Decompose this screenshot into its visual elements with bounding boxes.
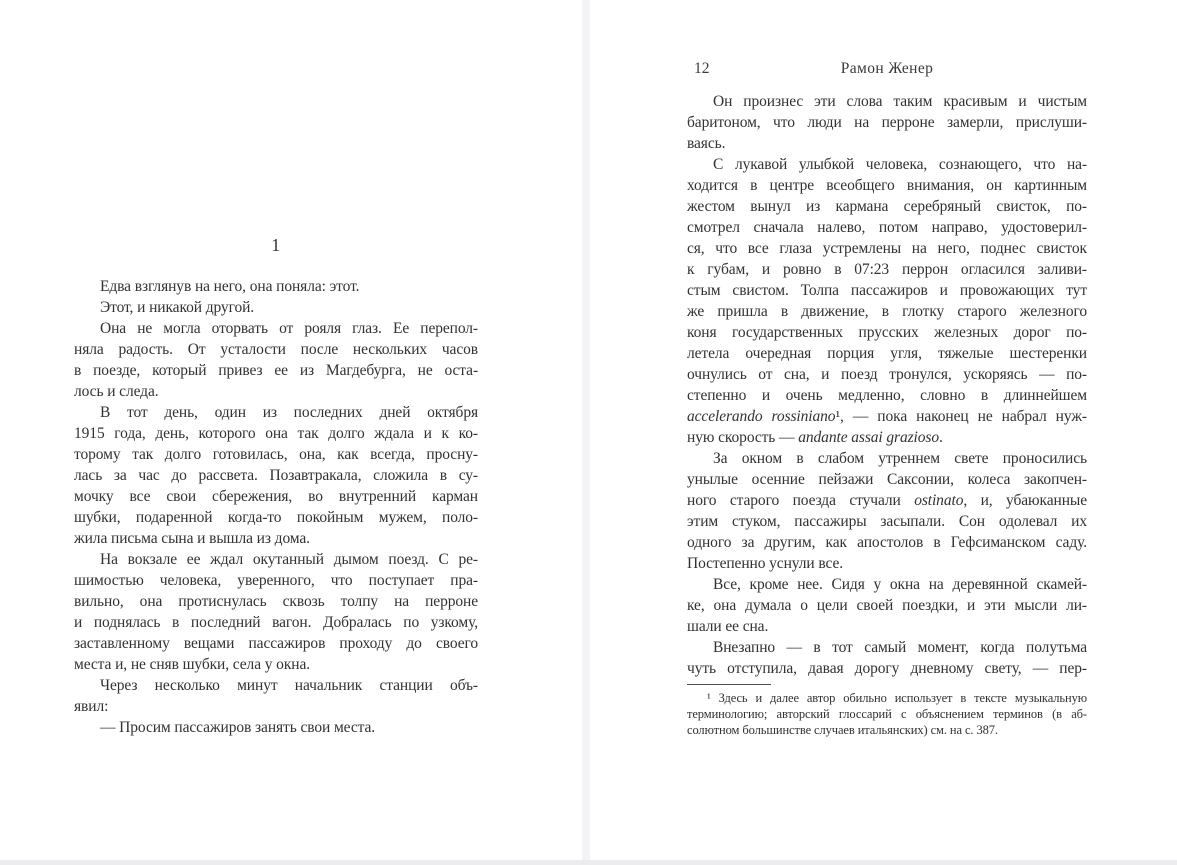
text-line: этим стуком, пассажиры засыпали. Сон одолевал их — [687, 513, 1087, 530]
text-line: 1915 года, день, которого она так долго ждала и к ко- — [74, 425, 478, 442]
text-line: ке, она думала о цели своей поездки, и эти мысли ли- — [687, 597, 1087, 614]
page-gutter — [582, 0, 590, 865]
text-line: В тот день, один из последних дней октября — [100, 404, 478, 421]
text-line: смотрел сначала налево, потом направо, удостоверил- — [687, 219, 1087, 236]
text-line: места и, не сняв шубки, села у окна. — [74, 656, 310, 673]
text-line: солютном большинстве случаев итальянских) см. на с. 387. — [687, 723, 998, 737]
page-bottom-edge — [0, 860, 1177, 865]
page-number: 12 — [694, 60, 710, 77]
text-line: Он произнес эти слова таким красивым и чистым — [713, 93, 1087, 110]
text-line: Все, кроме нее. Сидя у окна на деревянной скамей- — [713, 576, 1087, 593]
footnote-text — [687, 690, 1087, 738]
text-line: ваясь. — [687, 135, 726, 152]
text-line: Внезапно — в тот самый момент, когда полутьма — [713, 639, 1087, 656]
text-line: степенно и очень медленно, словно в длиннейшем — [687, 387, 1087, 404]
text-line: и поднялась в последний вагон. Добралась по узкому, — [74, 614, 478, 631]
text-line: жила письма сына и вышла из дома. — [74, 530, 310, 547]
text-line: шубки, подаренной когда-то покойным мужем, поло- — [74, 509, 478, 526]
text-line: Постепенно уснули все. — [687, 555, 844, 572]
text-line: чуть отступила, давая дорогу дневному свету, — пер- — [687, 660, 1087, 677]
text-line: ную скорость — andante assai grazioso. — [687, 429, 943, 446]
text-line: ного старого поезда стучали ostinato, и, убаюканные — [687, 492, 1087, 509]
text-line: лась за час до рассвета. Позавтракала, сложила в су- — [74, 467, 478, 484]
text-line: За окном в слабом утреннем свете проносились — [713, 450, 1087, 467]
text-line: стым свистом. Толпа пассажиров и провожающих тут — [687, 282, 1087, 299]
text-line: в поезде, который привез ее из Магдебурга, не оста- — [74, 362, 478, 379]
text-line: коня государственных прусских железных дорог по- — [687, 324, 1087, 341]
text-line: Через несколько минут начальник станции объ- — [100, 677, 478, 694]
text-line: мочку все свои сбережения, во внутренний карман — [74, 488, 478, 505]
text-line: няла радость. От усталости после нескольких часов — [74, 341, 478, 358]
text-line: летела очередная порция угля, тяжелые шестеренки — [687, 345, 1087, 362]
text-line: accelerando rossiniano¹, — пока наконец не набрал нуж- — [687, 408, 1087, 425]
right-page-text — [687, 91, 1087, 679]
chapter-number: 1 — [271, 235, 281, 255]
text-line: Она не могла оторвать от рояля глаз. Ее перепол- — [100, 320, 478, 337]
left-page-text — [74, 276, 478, 738]
running-title: Рамон Женер — [840, 60, 934, 77]
right-page — [687, 58, 1087, 738]
left-page — [74, 234, 478, 738]
running-head — [687, 58, 1087, 79]
text-line: баритоном, что люди на перроне замерли, прислуши- — [687, 114, 1087, 131]
text-line: Этот, и никакой другой. — [100, 299, 255, 316]
text-line: ¹ Здесь и далее автор обильно использует в тексте музыкальную — [707, 691, 1087, 705]
text-line: вильно, она протиснулась сквозь толпу на перроне — [74, 593, 478, 610]
text-line: — Просим пассажиров занять свои места. — [100, 719, 376, 736]
text-line: же пришла в движение, в глотку старого железного — [687, 303, 1087, 320]
text-line: С лукавой улыбкой человека, сознающего, что на- — [713, 156, 1087, 173]
text-line: Едва взглянув на него, она поняла: этот. — [100, 278, 360, 295]
text-line: шали ее сна. — [687, 618, 769, 635]
text-line: одного за другим, как апостолов в Гефсиманском саду. — [687, 534, 1087, 551]
text-line: жестом вынул из кармана серебряный свисток, по- — [687, 198, 1087, 215]
footnote-separator — [687, 684, 771, 685]
text-line: ходится в центре всеобщего внимания, он картинным — [687, 177, 1087, 194]
text-line: шимостью человека, уверенного, что поступает пра- — [74, 572, 478, 589]
text-line: очнулись от сна, и поезд тронулся, ускоряясь — по- — [687, 366, 1087, 383]
text-line: явил: — [74, 698, 109, 715]
text-line: терминологию; авторский глоссарий с объяснением терминов (в аб- — [687, 707, 1087, 721]
text-line: ся, что все глаза устремлены на него, поднес свисток — [687, 240, 1087, 257]
text-line: На вокзале ее ждал окутанный дымом поезд. С ре- — [100, 551, 478, 568]
text-line: заставленному вещами пассажиров проходу до своего — [74, 635, 478, 652]
text-line: унылые осенние пейзажи Саксонии, колеса закопчен- — [687, 471, 1087, 488]
text-line: торому так долго готовилась, она, как всегда, просну- — [74, 446, 478, 463]
text-line: лось и следа. — [74, 383, 159, 400]
text-line: к губам, и ровно в 07:23 перрон огласился заливи- — [687, 261, 1087, 278]
